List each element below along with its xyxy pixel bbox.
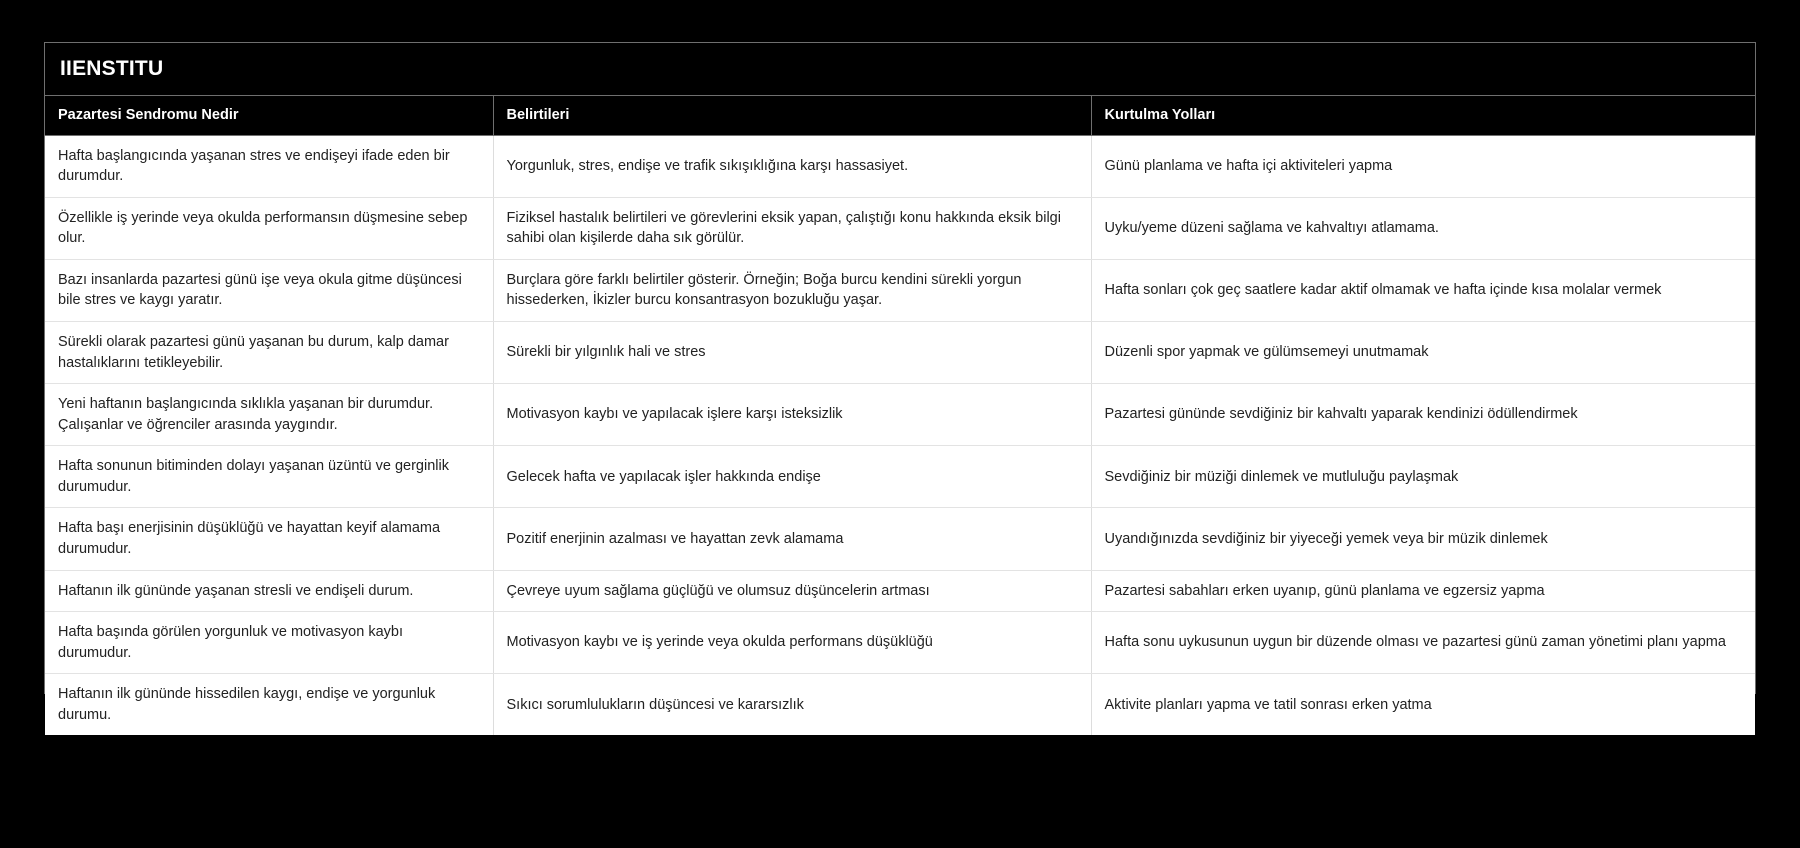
- table-row: [45, 674, 1755, 736]
- table-row: [45, 384, 1755, 446]
- cell-nedir: Hafta başında görülen yorgunluk ve motivasyon kaybı durumudur.: [45, 612, 493, 674]
- cell-nedir: Yeni haftanın başlangıcında sıklıkla yaşanan bir durumdur. Çalışanlar ve öğrenciler arasında yaygındır.: [45, 384, 493, 446]
- cell-kurtulma: Düzenli spor yapmak ve gülümsemeyi unutmamak: [1091, 321, 1755, 383]
- cell-belirtileri: Pozitif enerjinin azalması ve hayattan zevk alamama: [493, 508, 1091, 570]
- table-row: [45, 612, 1755, 674]
- table-row: [45, 570, 1755, 612]
- cell-kurtulma: Pazartesi sabahları erken uyanıp, günü planlama ve egzersiz yapma: [1091, 570, 1755, 612]
- cell-nedir: Hafta başlangıcında yaşanan stres ve endişeyi ifade eden bir durumdur.: [45, 135, 493, 197]
- cell-kurtulma: Sevdiğiniz bir müziği dinlemek ve mutluluğu paylaşmak: [1091, 446, 1755, 508]
- cell-kurtulma: Aktivite planları yapma ve tatil sonrası erken yatma: [1091, 674, 1755, 736]
- cell-nedir: Haftanın ilk gününde yaşanan stresli ve endişeli durum.: [45, 570, 493, 612]
- table-row: [45, 321, 1755, 383]
- cell-kurtulma: Hafta sonları çok geç saatlere kadar aktif olmamak ve hafta içinde kısa molalar vermek: [1091, 259, 1755, 321]
- table-container: [44, 42, 1756, 723]
- pazartesi-sendromu-table: [45, 96, 1755, 735]
- table-row: [45, 135, 1755, 197]
- cell-belirtileri: Yorgunluk, stres, endişe ve trafik sıkışıklığına karşı hassasiyet.: [493, 135, 1091, 197]
- cell-belirtileri: Çevreye uyum sağlama güçlüğü ve olumsuz düşüncelerin artması: [493, 570, 1091, 612]
- table-row: [45, 197, 1755, 259]
- table-row: [45, 446, 1755, 508]
- cell-nedir: Haftanın ilk gününde hissedilen kaygı, endişe ve yorgunluk durumu.: [45, 674, 493, 736]
- column-header-nedir: Pazartesi Sendromu Nedir: [45, 96, 493, 135]
- cell-nedir: Bazı insanlarda pazartesi günü işe veya okula gitme düşüncesi bile stres ve kaygı yaratır.: [45, 259, 493, 321]
- cell-nedir: Hafta sonunun bitiminden dolayı yaşanan üzüntü ve gerginlik durumudur.: [45, 446, 493, 508]
- cell-kurtulma: Hafta sonu uykusunun uygun bir düzende olması ve pazartesi günü zaman yönetimi planı yapma: [1091, 612, 1755, 674]
- column-header-belirtileri: Belirtileri: [493, 96, 1091, 135]
- cell-belirtileri: Gelecek hafta ve yapılacak işler hakkında endişe: [493, 446, 1091, 508]
- cell-belirtileri: Burçlara göre farklı belirtiler gösterir. Örneğin; Boğa burcu kendini sürekli yorgun hissederken, İkizler burcu konsantrasyon bozukluğu yaşar.: [493, 259, 1091, 321]
- table-row: [45, 259, 1755, 321]
- column-header-kurtulma: Kurtulma Yolları: [1091, 96, 1755, 135]
- table-body: [45, 135, 1755, 735]
- brand-header: [45, 43, 1755, 96]
- cell-belirtileri: Motivasyon kaybı ve iş yerinde veya okulda performans düşüklüğü: [493, 612, 1091, 674]
- table-head: [45, 96, 1755, 135]
- cell-kurtulma: Uyku/yeme düzeni sağlama ve kahvaltıyı atlamama.: [1091, 197, 1755, 259]
- cell-belirtileri: Sürekli bir yılgınlık hali ve stres: [493, 321, 1091, 383]
- cell-nedir: Hafta başı enerjisinin düşüklüğü ve hayattan keyif alamama durumudur.: [45, 508, 493, 570]
- cell-belirtileri: Sıkıcı sorumlulukların düşüncesi ve kararsızlık: [493, 674, 1091, 736]
- brand-title: IIENSTITU: [60, 57, 164, 80]
- cell-kurtulma: Pazartesi gününde sevdiğiniz bir kahvaltı yaparak kendinizi ödüllendirmek: [1091, 384, 1755, 446]
- cell-kurtulma: Günü planlama ve hafta içi aktiviteleri yapma: [1091, 135, 1755, 197]
- cell-nedir: Özellikle iş yerinde veya okulda performansın düşmesine sebep olur.: [45, 197, 493, 259]
- table-row: [45, 508, 1755, 570]
- cell-nedir: Sürekli olarak pazartesi günü yaşanan bu durum, kalp damar hastalıklarını tetikleyebilir.: [45, 321, 493, 383]
- cell-belirtileri: Motivasyon kaybı ve yapılacak işlere karşı isteksizlik: [493, 384, 1091, 446]
- cell-belirtileri: Fiziksel hastalık belirtileri ve görevlerini eksik yapan, çalıştığı konu hakkında eksik bilgi sahibi olan kişilerde daha sık görülür.: [493, 197, 1091, 259]
- table-header-row: [45, 96, 1755, 135]
- cell-kurtulma: Uyandığınızda sevdiğiniz bir yiyeceği yemek veya bir müzik dinlemek: [1091, 508, 1755, 570]
